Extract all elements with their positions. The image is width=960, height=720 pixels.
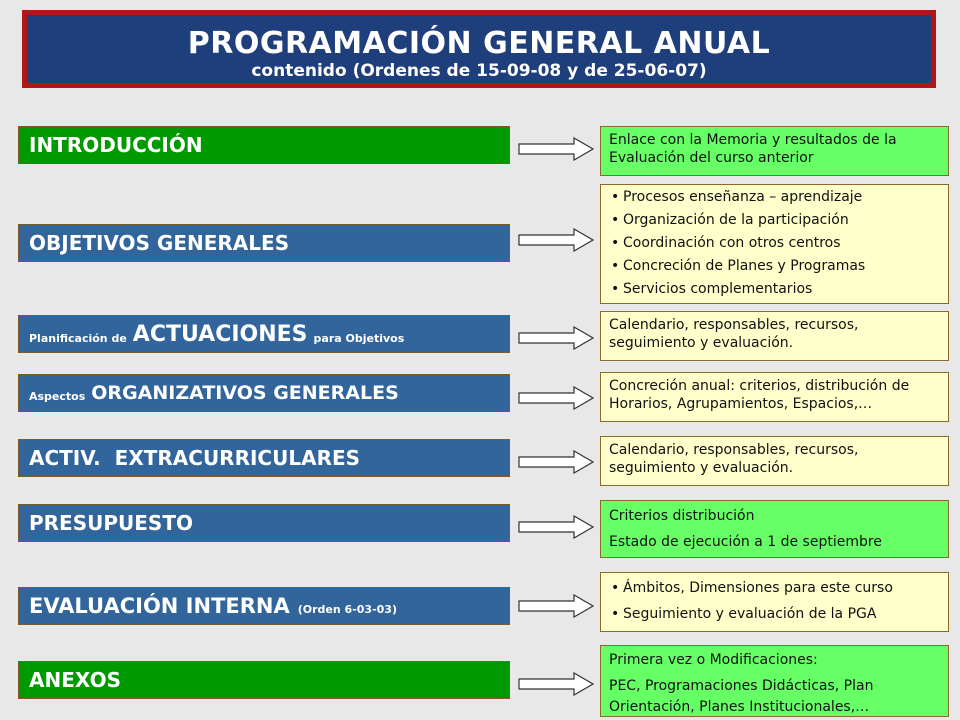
section-introduccion (18, 126, 510, 164)
list-item: • Concreción de Planes y Programas (623, 255, 940, 278)
detail-presupuesto (600, 500, 949, 558)
title-banner (22, 10, 936, 88)
section-suffix: (Orden 6-03-03) (297, 602, 397, 616)
section-label: EVALUACIÓN INTERNA (29, 594, 290, 618)
arrow-right-icon (518, 450, 594, 474)
detail-extracurriculares (600, 436, 949, 486)
list-item: • Organización de la participación (623, 209, 940, 232)
detail-text: Calendario, responsables, recursos, seguimiento y evaluación. (609, 442, 859, 476)
section-label: ANEXOS (29, 668, 121, 692)
list-item: • Coordinación con otros centros (623, 232, 940, 255)
detail-text: Estado de ejecución a 1 de septiembre (609, 534, 882, 550)
section-evaluacion (18, 587, 510, 625)
section-label: ORGANIZATIVOS GENERALES (91, 382, 399, 404)
detail-introduccion (600, 126, 949, 176)
section-organizativos (18, 374, 510, 412)
arrow-right-icon (518, 594, 594, 618)
page-title: PROGRAMACIÓN GENERAL ANUAL (187, 26, 771, 61)
list-item: • Ámbitos, Dimensiones para este curso (623, 575, 940, 601)
detail-evaluacion (600, 572, 949, 632)
section-actuaciones (18, 315, 510, 353)
detail-actuaciones (600, 311, 949, 361)
detail-organizativos (600, 372, 949, 422)
page-subtitle: contenido (Ordenes de 15-09-08 y de 25-06-07) (251, 61, 707, 81)
list-item: • Servicios complementarios (623, 278, 940, 301)
detail-text: PEC, Programaciones Didácticas, Plan Orientación, Planes Institucionales,… (609, 678, 874, 715)
detail-text: Calendario, responsables, recursos, seguimiento y evaluación. (609, 317, 859, 351)
section-prefix: Planificación de (29, 331, 127, 345)
detail-objetivos (600, 184, 949, 304)
section-label: OBJETIVOS GENERALES (29, 231, 290, 255)
section-label: PRESUPUESTO (29, 511, 193, 535)
arrow-right-icon (518, 326, 594, 350)
list-item: • Procesos enseñanza – aprendizaje (623, 186, 940, 209)
section-prefix: Aspectos (29, 389, 86, 403)
section-label: ACTIV. EXTRACURRICULARES (29, 446, 361, 470)
section-label: ACTUACIONES (132, 321, 308, 347)
detail-text: Criterios distribución (609, 508, 755, 524)
section-objetivos (18, 224, 510, 262)
arrow-right-icon (518, 672, 594, 696)
section-anexos (18, 661, 510, 699)
arrow-right-icon (518, 228, 594, 252)
section-extracurriculares (18, 439, 510, 477)
detail-text: Enlace con la Memoria y resultados de la Evaluación del curso anterior (609, 132, 897, 166)
title-inner (27, 15, 931, 83)
detail-text: Concreción anual: criterios, distribución de Horarios, Agrupamientos, Espacios,… (609, 378, 910, 412)
arrow-right-icon (518, 515, 594, 539)
arrow-right-icon (518, 137, 594, 161)
detail-anexos (600, 645, 949, 717)
detail-text: Primera vez o Modificaciones: (609, 652, 818, 668)
section-label: INTRODUCCIÓN (29, 133, 203, 157)
arrow-right-icon (518, 386, 594, 410)
list-item: • Seguimiento y evaluación de la PGA (623, 601, 940, 627)
section-presupuesto (18, 504, 510, 542)
section-suffix: para Objetivos (313, 331, 405, 345)
